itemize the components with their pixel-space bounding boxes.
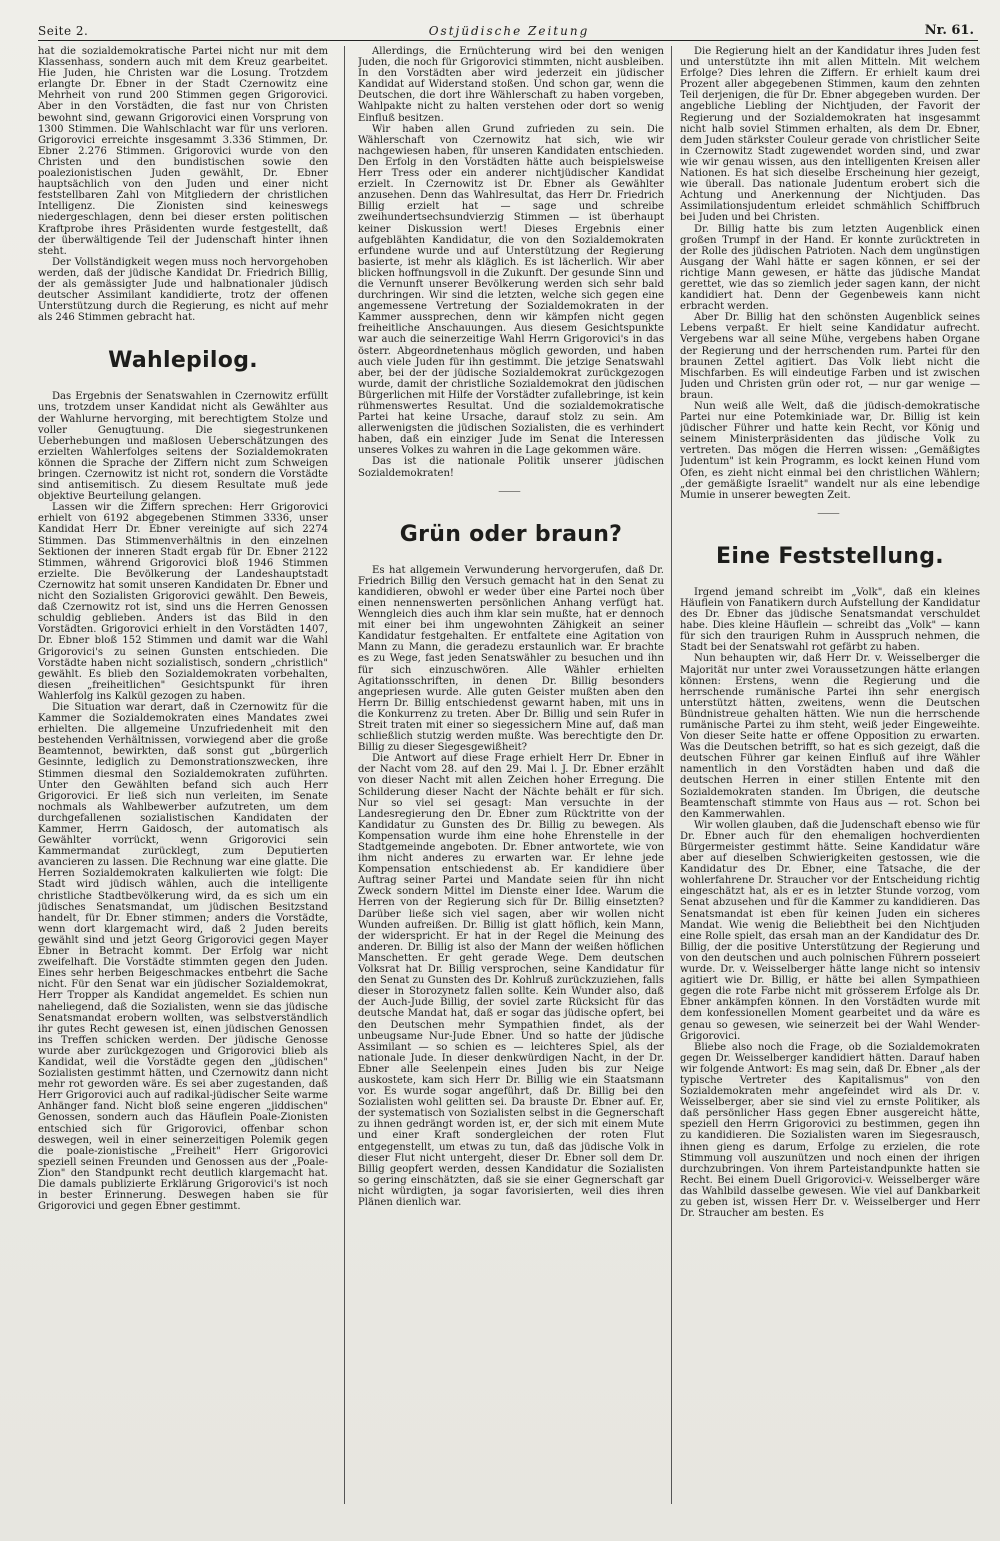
article-paragraph: Aber Dr. Billig hat den schönsten Augenblick seines Lebens verpaßt. Er hielt seine Kandidatur aufrecht. Vergebens war all seine Mühe, vergebens haben Organe der Regierung und der herrschenden rum. Partei für den braunen Zettel agitiert. Das Volk liebt nicht die Mischfarben. Es will eindeutige Farben und ist zwischen Juden und Christen grün oder rot, — nur gar wenige — braun.	[680, 312, 980, 401]
column-3	[680, 46, 980, 1506]
column-1	[38, 46, 328, 1506]
column-divider	[344, 46, 345, 1504]
article-paragraph: Die Situation war derart, daß in Czernowitz für die Kammer die Sozialdemokraten eines Mandates zwei erhielten. Die allgemeine Unzufriedenheit mit den bestehenden Verhältnissen, vorwiegend aber die große Beamtennot, bewirkten, daß sonst gut „bürgerlich Gesinnte, lediglich zu Demonstrationszwecken, ihre Stimmen diesmal den Sozialdemokraten zuführten. Unter den Gewählten befand sich auch Herr Grigorovici. Er ließ sich nun verleiten, im Senate nochmals als Wahlbewerber aufzutreten, um dem durchgefallenen sozialistischen Kandidaten der Kammer, Herrn Gaidosch, der automatisch als Gewählter vorrückt, wenn Grigorovici sein Kammermandat zurücklegt, zum Deputierten avancieren zu lassen. Die Rechnung war eine glatte. Die Herren Sozialdemokraten kalkulierten wie folgt: Die Stadt wird jüdisch wählen, auch die intelligente christliche Stadtbevölkerung wird, da es sich um ein jüdisches Senatsmandat, um jüdischen Besitzstand handelt, für Dr. Ebner stimmen; anders die Vorstädte, wenn dort klargemacht wird, daß 2 Juden bereits gewählt sind und jetzt Georg Grigorovici gegen Mayer Ebner in Betracht kommt. Der Erfolg war nicht zweifelhaft. Die Vorstädte stimmten gegen den Juden. Eines sehr herben Beigeschmackes entbehrt die Sache nicht. Für den Senat war ein jüdischer Sozialdemokrat, Herr Tropper als Kandidat angemeldet. Es schien nun naheliegend, daß die Sozialisten, wenn sie das jüdische Senatsmandat erobern wollten, was selbstverständlich ihr gutes Recht gewesen ist, einen jüdischen Genossen ins Treffen schicken werden. Der jüdische Genosse wurde aber zurückgezogen und Grigorovici blieb als Kandidat, weil die Vorstädte gegen den „jüdischen" Sozialisten gestimmt hätten, und Czernowitz dann nicht mehr rot geworden wäre. Es sei aber zugestanden, daß Herr Grigorovici auch auf radikal-jüdischer Seite warme Anhänger fand. Nicht bloß seine engeren „jiddischen" Genossen, sondern auch das Häuflein Poale-Zionisten entschied sich für Grigorovici, offenbar schon deswegen, weil in einer seinerzeitigen Polemik gegen die poale-zionistische „Freiheit" Herr Grigorovici speziell seinen Freunden und Genossen aus der „Poale-Zion" den Standpunkt recht deutlich klargemacht hat. Die damals publizierte Erklärung Grigorovici's ist noch in bester Erinnerung. Deswegen haben sie für Grigorovici und gegen Ebner gestimmt.	[38, 701, 328, 1213]
article-paragraph: Bliebe also noch die Frage, ob die Sozialdemokraten gegen Dr. Weisselberger kandidiert hätten. Darauf haben wir folgende Antwort: Es mag sein, daß Dr. Ebner „als der typische Vertreter des Kapitalismus" von den Sozialdemokraten mehr angefeindet wird als Dr. v. Weisselberger, aber sie sind viel zu ernste Politiker, als daß persönlicher Hass gegen Ebner ausgereicht hätte, speziell den Herrn Grigorovici zu bestimmen, gegen ihn zu kandidieren. Die Sozialisten waren im Siegesrausch, ihnen gieng es darum, Erfolge zu erzielen, die rote Stimmung voll auszunützen und noch einen der ihrigen durchzubringen. Von ihrem Parteistandpunkte hatten sie Recht. Bei einem Duell Grigorovici-v. Weisselberger wäre das Wahlbild dasselbe gewesen. Wie viel auf Dankbarkeit zu geben ist, wissen Herr Dr. v. Weisselberger und Herr Dr. Straucher am besten. Es	[680, 1041, 980, 1220]
article-paragraph: Wir wollen glauben, daß die Judenschaft ebenso wie für Dr. Ebner auch für den ehemaligen hochverdienten Bürgermeister gestimmt hätte. Seine Kandidatur wäre aber auf dieselben Schwierigkeiten gestossen, wie die Kandidatur des Dr. Ebner, eine Tatsache, die der wohlerfahrene Dr. Straucher vor der Entscheidung richtig eingeschätzt hat, als er es in letzter Stunde vorzog, vom Senat abzusehen und für die Kammer zu kandidieren. Das Senatsmandat ist eben für keinen Juden ein sicheres Mandat. Wie wenig die Beliebtheit bei den Nichtjuden eine Rolle spielt, das ersah man an der Kandidatur des Dr. Billig, der die positive Unterstützung der Regierung und von den deutschen und auch polnischen Führern posseiert wurde. Dr. v. Weisselberger hätte lange nicht so intensiv agitiert wie Dr. Billig, er hätte bei allen Sympathieen gegen die rote Farbe nicht mit grösserem Erfolge als Dr. Ebner ankämpfen können. In den Vorstädten wurde mit dem konfessionellen Moment gearbeitet und da wäre es genau so gewesen, wie seinerzeit bei der Wahl Wender-Grigorovici.	[680, 819, 980, 1042]
section-ornament: ⸻	[817, 508, 843, 519]
article-paragraph: Wir haben allen Grund zufrieden zu sein. Die Wählerschaft von Czernowitz hat sich, wie wir nachgewiesen haben, für unseren Kandidaten entschieden. Den Erfolg in den Vorstädten hätte auch beispielsweise Herr Tress oder ein anderer nichtjüdischer Kandidat erzielt. In Czernowitz ist Dr. Ebner als Gewählter anzusehen. Denn das Wahlresultat, das Herr Dr. Friedrich Billig erzielt hat — sage und schreibe zweihundertsechsundvierzig Stimmen — ist überhaupt keiner Diskussion wert! Dieses Ergebnis einer aufgeblähten Kandidatur, die von den Sozialdemokraten erfundene wurde und auf Unterstützung der Regierung basierte, ist mehr als kläglich. Es ist lächerlich. Wir aber blicken hoffnungsvoll in die Zukunft. Der gesunde Sinn und die Vernunft unserer Bevölkerung werden sich sehr bald durchringen. Wir sind die letzten, welche sich gegen eine angemessene Vertretung der Sozialdemokraten in der Kammer aussprechen, denn wir kämpfen nicht gegen freiheitliche Anschauungen. Aus diesem Gesichtspunkte war auch die seinerzeitige Wahl Herrn Grigorovici's in das österr. Abgeordnetenhaus möglich geworden, und haben auch viele Juden für ihn gestimmt. Die jetzige Senatswahl aber, bei der der jüdische Sozialdemokrat zurückgezogen wurde, damit der christliche Sozialdemokrat den jüdischen Bürgerlichen mit Hilfe der Vorstädter zufallebringe, ist kein rühmenswertes Resultat. Und die sozialdemokratische Partei hat keine Ursache, darauf stolz zu sein. Am allerwenigsten die jüdischen Sozialisten, die es verhindert haben, daß ein einziger Jude im Senat die Interessen unseres Volkes zu wahren in die Lage gekommen wäre.	[358, 123, 664, 457]
article-heading-eine-feststellung: Eine Feststellung.	[716, 543, 944, 569]
header-rule	[38, 40, 978, 41]
newspaper-title: Ostjüdische Zeitung	[428, 24, 590, 38]
column-divider	[671, 46, 672, 1504]
article-paragraph: Lassen wir die Ziffern sprechen: Herr Grigorovici erhielt von 6192 abgegebenen Stimmen 3336, unser Kandidat Herr Dr. Ebner vereinigte auf sich 2274 Stimmen. Das Stimmenverhältnis in den einzelnen Sektionen der inneren Stadt ergab für Dr. Ebner 2122 Stimmen, während Grigorovici bloß 1946 Stimmen erzielte. Die Bevölkerung der Landeshauptstadt Czernowitz hat somit unseren Kandidaten Dr. Ebner und nicht den Sozialisten Grigorovici gewählt. Den Beweis, daß Czernowitz rot ist, sind uns die Herren Genossen schuldig geblieben. Anders ist das Bild in den Vorstädten. Grigorovici erhielt in den Vorstädten 1407, Dr. Ebner bloß 152 Stimmen und damit war die Wahl Grigorovici's zu seinen Gunsten entschieden. Die Vorstädte haben nicht sozialistisch, sondern „christlich" gewählt. Es blieb den Sozialdemokraten vorbehalten, diesen „freiheitlichen" Gesichtspunkt für ihren Wahlerfolg ins Kalkül gezogen zu haben.	[38, 502, 328, 702]
issue-number: Nr. 61.	[924, 23, 974, 38]
article-paragraph: Dr. Billig hatte bis zum letzten Augenblick einen großen Trumpf in der Hand. Er konnte zurücktreten in der Rolle des jüdischen Patrioten. Nach dem ungünstigen Ausgang der Wahl hätte er sagen können, er sei der richtige Mann gewesen, er hätte das jüdische Mandat gerettet, wie das so ziemlich jeder sagen kann, der nicht kandidiert hat. Denn der Gegenbeweis kann nicht erbracht werden.	[680, 223, 980, 313]
article-paragraph: Nun behaupten wir, daß Herr Dr. v. Weisselberger die Majorität nur unter zwei Voraussetzungen hätte erlangen können: Erstens, wenn die Regierung und die herrschende rumänische Partei ihn sehr energisch unterstützt hätten, zweitens, wenn die Deutschen Bündnistreue gehalten hätten. Wie nun die herrschende rumänische Partei zu ihm steht, weiß jeder Eingeweihte. Von dieser Seite hatte er offene Opposition zu erwarten. Was die Deutschen betrifft, so hat es sich gezeigt, daß die deutschen Führer gar keinen Einfluß auf ihre Wähler namentlich in den Vorstädten haben und daß die deutschen Herren in einer stillen Entente mit den Sozialdemokraten standen. Im Übrigen, die deutsche Beamtenschaft stimmte von Haus aus — rot. Schon bei den Kammerwahlen.	[680, 653, 980, 820]
article-paragraph: Es hat allgemein Verwunderung hervorgerufen, daß Dr. Friedrich Billig den Versuch gemacht hat in den Senat zu kandidieren, obwohl er weder über eine Partei noch über einen nennenswerten persönlichen Anhang verfügt hat. Wenngleich dies auch ihm klar sein mußte, hat er dennoch mit einer bei ihm ungewohnten Zähigkeit an seiner Kandidatur festgehalten. Er entfaltete eine Agitation von Mann zu Mann, die geradezu erstaunlich war. Er brachte es zu Wege, fast jeden Senatswähler zu besuchen und ihn für sich einzuschwören. Alle Wähler erhielten Agitationsschriften, in denen Dr. Billig besonders angepriesen wurde. Alle guten Geister mußten aben den Herrn Dr. Billig entschiedenst gewarnt haben, mit uns in die Konkurrenz zu treten. Aber Dr. Billig und sein Rufer in Streit traten mit einer so siegessichern Mine auf, daß man schließlich stutzig werden mußte. Was berechtigte den Dr. Billig zu dieser Siegesgewißheit?	[358, 564, 664, 754]
article-text: Der Vollständigkeit wegen muss noch hervorgehoben werden, daß der jüdische Kandidat Dr. Friedrich Billig, der als gemässigter Jude und halbnationaler jüdisch deutscher Assimilant kandidierte, trotz der offenen Unterstützung durch die Regierung, es nicht auf mehr als 246 Stimmen gebracht hat.	[38, 256, 328, 324]
article-paragraph: Irgend jemand schreibt im „Volk", daß ein kleines Häuflein von Fanatikern durch Aufstellung der Kandidatur des Dr. Ebner das jüdische Senatsmandat verschuldet habe. Dies kleine Häuflein — schreibt das „Volk" — kann für sich den traurigen Ruhm in Ausspruch nehmen, die Stadt bei der Senatswahl rot gefärbt zu haben.	[680, 586, 980, 654]
article-heading-wahlepilog: Wahlepilog.	[108, 348, 258, 374]
page-header	[38, 20, 980, 42]
article-paragraph: Das Ergebnis der Senatswahlen in Czernowitz erfüllt uns, trotzdem unser Kandidat nicht als Gewählter aus der Wahlurne hervorging, mit berechtigtem Stolze und voller Genugtuung. Die siegestrunkenen Ueberhebungen und maßlosen Ueberschätzungen des erzielten Wahlerfolges seitens der Sozialdemokraten können die Sprache der Ziffern nicht zum Schweigen bringen. Czernowitz ist nicht rot, sondern die Vorstädte sind antisemitisch. Zu diesem Resultate muß jede objektive Beurteilung gelangen.	[38, 391, 328, 503]
article-paragraph: Allerdings, die Ernüchterung wird bei den wenigen Juden, die noch für Grigorovici stimmten, nicht ausbleiben. In den Vorstädten aber wird jederzeit ein jüdischer Kandidat auf Widerstand stoßen. Und schon gar, wenn die Deutschen, die dort ihre Wählerschaft zu haben vorgeben, Wahlpakte nicht zu halten verstehen oder dort so wenig Einfluß besitzen.	[358, 46, 664, 124]
article-paragraph: Nun weiß alle Welt, daß die jüdisch-demokratische Partei nur eine Potemkiniade war, Dr. Billig ist kein jüdischer Führer und hatte kein Recht, vor König und seinem Ministerpräsidenten das jüdische Volk zu vertreten. Das mögen die Herren wissen: „Gemäßigtes Judentum" ist kein Programm, es lockt keinen Hund vom Ofen, es zieht nicht einmal bei den christlichen Wählern; „der gemäßigte Israelit" wandelt nur als eine lebendige Mumie in unserer bewegten Zeit.	[680, 401, 980, 501]
section-ornament: ⸻	[498, 486, 524, 497]
column-2	[358, 46, 664, 1506]
article-paragraph: Das ist die nationale Politik unserer jüdischen Sozialdemokraten!	[358, 456, 664, 479]
article-text: hat die sozialdemokratische Partei nicht nur mit dem Klassenhass, sondern auch mit dem Kreuz gearbeitet. Hie Juden, hie Christen war die Losung. Trotzdem erlangte Dr. Ebner in der Stadt Czernowitz eine Mehrheit von rund 200 Stimmen gegen Grigorovici. Aber in den Vorstädten, die fast nur von Christen bewohnt sind, gewann Grigorovici einen Vorsprung von 1300 Stimmen. Die Wahlschlacht war für uns verloren. Grigorovici erreichte insgesammt 3.336 Stimmen, Dr. Ebner 2.276 Stimmen. Grigorovici wurde von den Christen und den bundistischen sowie den poalezionistischen Juden gewählt, Dr. Ebner hauptsächlich von den Juden und einer nicht feststellbaren Zahl von Mitgliedern der christlichen Intelligenz. Die Zionisten sind keineswegs niedergeschlagen, denn bei dieser ersten politischen Kraftprobe ihres Präsidenten wurde festgestellt, daß der überwältigende Teil der Judenschaft hinter ihnen steht.	[38, 46, 328, 257]
article-heading-gruen-oder-braun: Grün oder braun?	[399, 521, 623, 547]
article-paragraph: Die Regierung hielt an der Kandidatur ihres Juden fest und unterstützte ihn mit allen Mitteln. Mit welchem Erfolge? Dies lehren die Ziffern. Er erhielt kaum drei Prozent aller abgegebenen Stimmen, kaum den zehnten Teil derjenigen, die für Dr. Ebner abgegeben wurden. Der angebliche Liebling der Nichtjuden, der Favorit der Regierung und der Sozialdemokraten hat insgesammt nicht halb soviel Stimmen erhalten, als dem Dr. Ebner, dem Juden stärkster Couleur gerade von christlicher Seite in Czernowitz Stadt zugewendet worden sind, und zwar wie wir genau wissen, aus den intelligenten Kreisen aller Nationen. Es hat sich dieselbe Erscheinung hier gezeigt, wie überall. Das nationale Judentum erobert sich die Achtung und Anerkennung der Nichtjuden. Das Assimilationsjudentum erleidet schmählich Schiffbruch bei Juden und bei Christen.	[680, 46, 980, 224]
page-number: Seite 2.	[38, 24, 89, 38]
article-paragraph: Die Antwort auf diese Frage erhielt Herr Dr. Ebner in der Nacht vom 28. auf den 29. Mai l. J. Dr. Ebner erzählt von dieser Nacht mit allen Zeichen hoher Erregung. Die Schilderung dieser Nacht der Nächte behält er für sich. Nur so viel sei gesagt: Man versuchte in der Landesregierung den Dr. Ebner zum Rücktritte von der Kandidatur zu Gunsten des Dr. Billig zu bewegen. Als Kompensation wurde ihm eine hohe Ehrenstelle in der Stadtgemeinde angeboten. Dr. Ebner antwortete, wie von ihm nicht anderes zu erwarten war. Er lehne jede Kompensation entschiedenst ab. Er kandidiere über Auftrag seiner Partei und Mandate seien für ihn nicht Zweck sondern Mittel im Dienste einer Idee. Warum die Herren von der Regierung sich für Dr. Billig einsetzten? Darüber ließe sich viel sagen, aber wir wollen nicht Wunden aufreißen. Dr. Billig ist glatt höflich, kein Mann, der widerspricht. Er hat in der Regel die Meinung des anderen. Dr. Billig ist also der Mann der weißen höflichen Manschetten. Er geht gerade Wege. Dem deutschen Volksrat hat Dr. Billig versprochen, seine Kandidatur für den Senat zu Gunsten des Dr. Kohlruß zurückzuziehen, falls dieser in Storozynetz fallen sollte. Kein Wunder also, daß der Auch-Jude Billig, der soviel zarte Rücksicht für das deutsche Mandat hat, daß er sogar das jüdische opfert, bei den Deutschen mehr Sympathien findet, als der unbeugsame Nur-Jude Ebner. Und so hatte der jüdische Assimilant — so schien es — leichteres Spiel, als der nationale Jude. In dieser denkwürdigen Nacht, in der Dr. Ebner alle Seelenpein eines Juden bis zur Neige auskostete, kam sich Herr Dr. Billig wie ein Staatsmann vor. Es wurde sogar angeführt, daß Dr. Billig bei den Sozialisten wohl gelitten sei. Da brauste Dr. Ebner auf. Er, der systematisch von Sozialisten selbst in die Gegnerschaft zu ihnen gedrängt worden ist, er, der sich mit einem Mute und einer Kraft sondergleichen der roten Flut entgegenstellt, um etwas zu tun, daß das jüdische Volk in dieser Flut nicht untergeht, dieser Dr. Ebner soll dem Dr. Billig geopfert werden, dessen Kandidatur die Sozialisten so gering einschätzten, daß sie sie einer Gegnerschaft gar nicht würdigten, ja sogar favorisierten, weil dies ihren Plänen dienlich war.	[358, 753, 664, 1208]
